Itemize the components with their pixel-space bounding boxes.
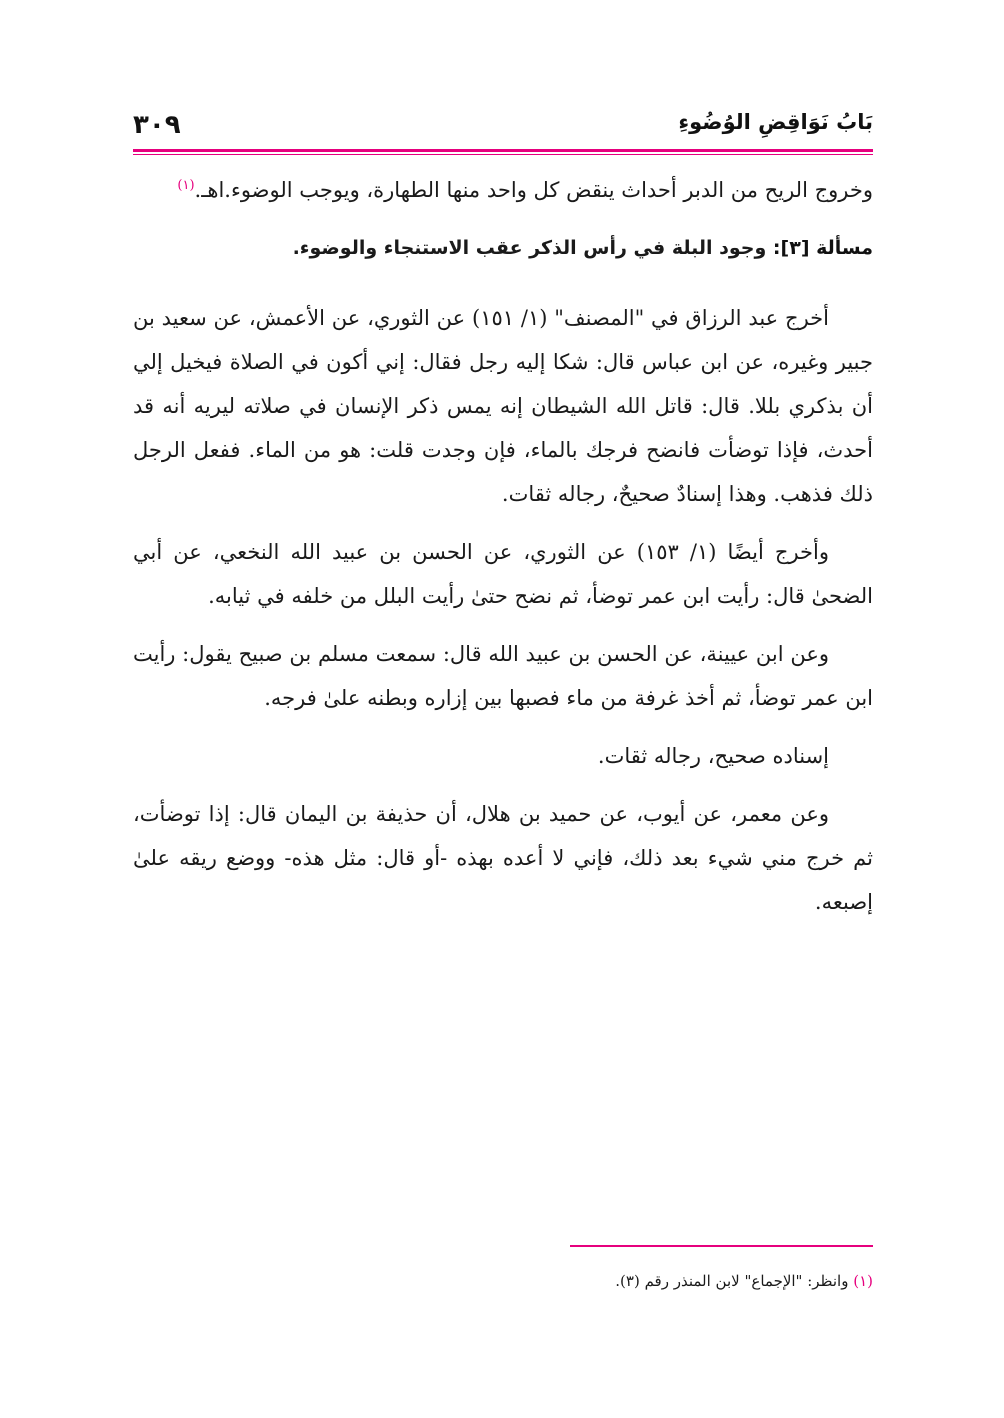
footnote [133,1268,873,1294]
section-heading [133,226,873,270]
header-rule-thin [133,154,873,155]
section-heading-label: مسألة [٣]: [772,237,873,259]
paragraph-1 [133,168,873,212]
footnote-text: وانظر: "الإجماع" لابن المنذر رقم (٣). [615,1272,854,1290]
paragraph-5: إسناده صحيح، رجاله ثقات. [597,744,829,768]
footnote-rule [570,1245,873,1247]
footnote-reference[interactable]: (١) [177,178,195,193]
section-heading-text: وجود البلة في رأس الذكر عقب الاستنجاء والوضوء. [292,237,773,259]
page-number: ٣٠٩ [133,110,181,140]
chapter-title: بَابُ نَوَاقِضِ الوُضُوءِ [678,110,873,134]
paragraph-3: وأخرج أيضًا (١/ ١٥٣) عن الثوري، عن الحسن بن عبيد الله النخعي، عن أبي الضحىٰ قال: رأيت ابن عمر توضأ، ثم نضح حتىٰ رأيت البلل من خلفه في ثيابه. [133,540,873,608]
body-text [133,168,873,938]
paragraph-4: وعن ابن عيينة، عن الحسن بن عبيد الله قال: سمعت مسلم بن صبيح يقول: رأيت ابن عمر توضأ، ثم أخذ غرفة من ماء فصبها بين إزاره وبطنه علىٰ فرجه. [133,642,873,710]
paragraph-6: وعن معمر، عن أيوب، عن حميد بن هلال، أن حذيفة بن اليمان قال: إذا توضأت، ثم خرج مني شيء بعد ذلك، فإني لا أعده بهذه -أو قال: مثل هذه- ووضع ريقه علىٰ إصبعه. [133,802,873,914]
page-header [133,108,873,148]
footnote-number: (١) [853,1272,873,1290]
header-rule-thick [133,149,873,152]
paragraph-2: أخرج عبد الرزاق في "المصنف" (١/ ١٥١) عن الثوري، عن الأعمش، عن سعيد بن جبير وغيره، عن ابن عباس قال: شكا إليه رجل فقال: إني أكون في الصلاة فيخيل إلي أن بذكري بللا. قال: قاتل الله الشيطان إنه يمس ذكر الإنسان في صلاته ليريه أنه قد أحدث، فإذا توضأت فانضح فرجك بالماء، فإن وجدت قلت: هو من الماء. ففعل الرجل ذلك فذهب. وهذا إسنادٌ صحيحٌ، رجاله ثقات. [133,306,873,506]
paragraph-1-text: وخروج الريح من الدبر أحداث ينقض كل واحد منها الطهارة، ويوجب الوضوء.اهـ. [194,178,873,202]
